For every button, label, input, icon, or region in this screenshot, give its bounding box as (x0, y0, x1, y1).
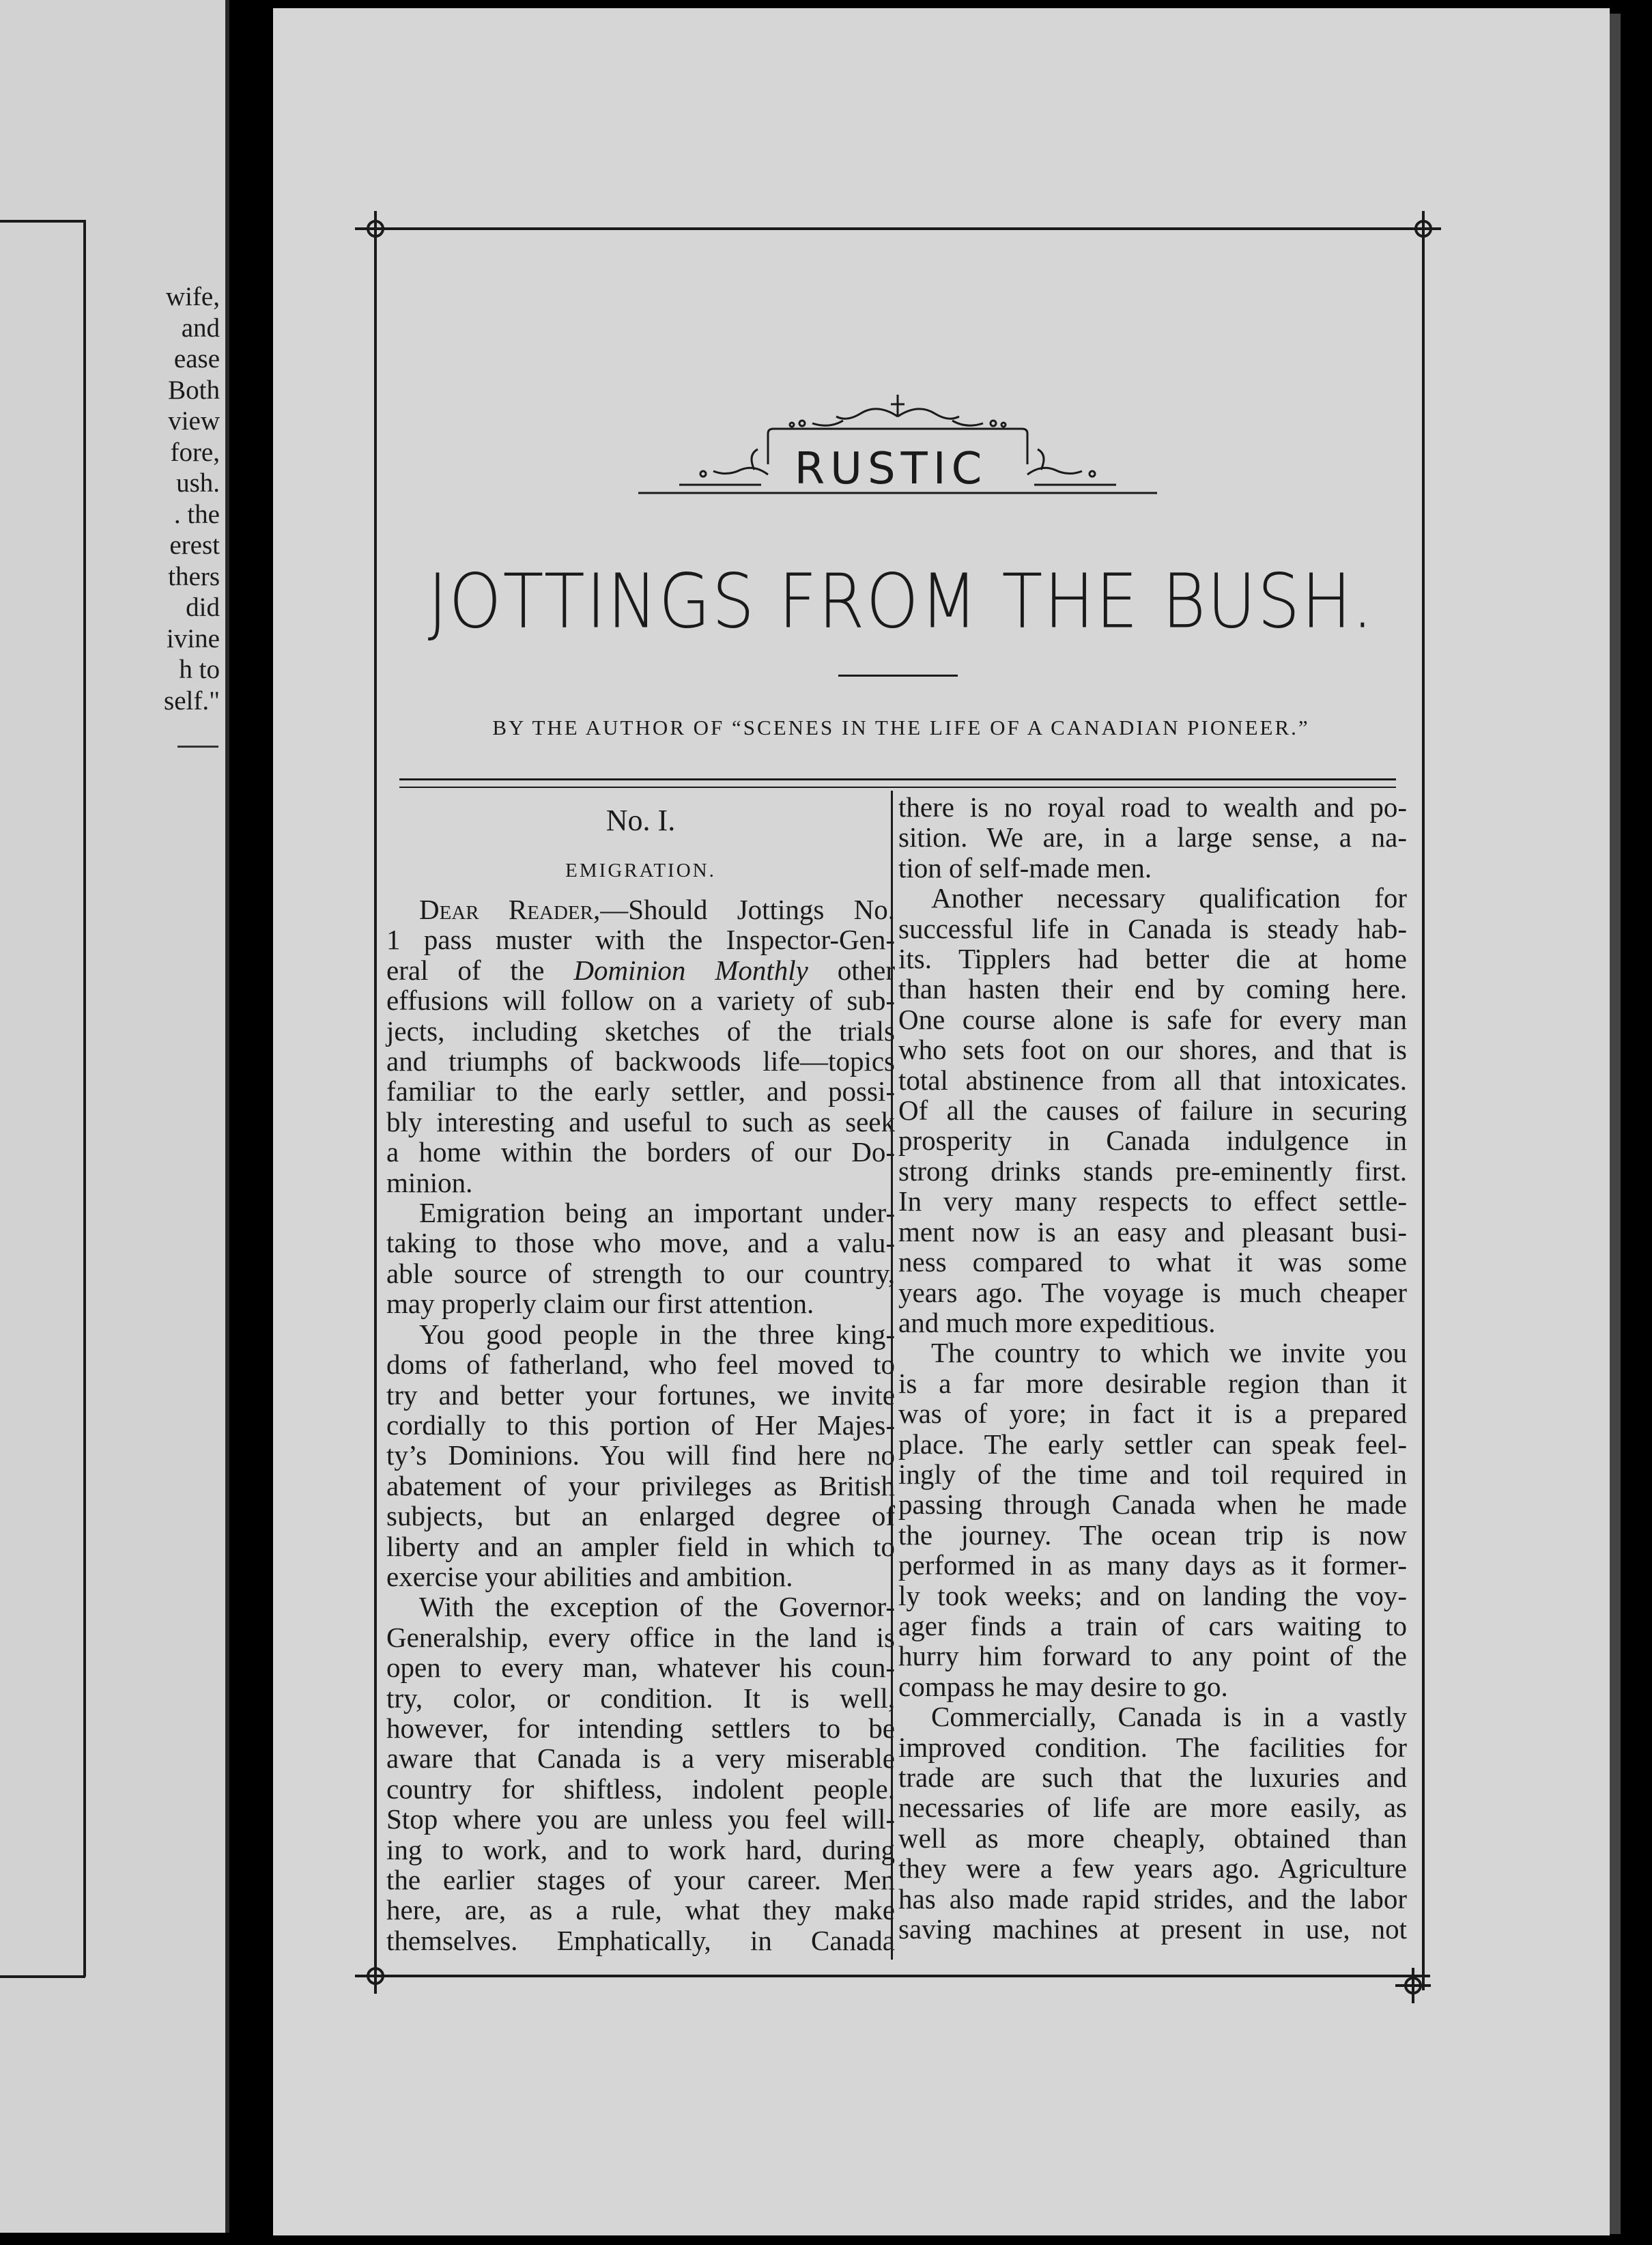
text-line: was of yore; in fact it is a prepared (898, 1398, 1407, 1430)
text-line: ing to work, and to work hard, during (386, 1833, 895, 1865)
byline: BY THE AUTHOR OF “SCENES IN THE LIFE OF A CANADIAN PIONEER.” (492, 716, 1310, 739)
text-line: ly took weeks; and on landing the voy- (898, 1579, 1407, 1611)
previous-page-line: wife, (165, 282, 220, 311)
text-line: performed in as many days as it former- (898, 1549, 1407, 1581)
text-line: however, for intending settlers to be (386, 1712, 895, 1744)
text-line: subjects, but an enlarged degree of (386, 1500, 895, 1532)
text-line: there is no royal road to wealth and po- (898, 791, 1407, 823)
previous-page-line: erest (169, 531, 220, 560)
text-line: ment now is an easy and pleasant busi- (898, 1215, 1407, 1247)
previous-page-line: ush. (176, 468, 220, 498)
text-line: place. The early settler can speak feel- (898, 1428, 1407, 1460)
text-line: Generalship, every office in the land is (386, 1621, 895, 1653)
section-heading: EMIGRATION. (565, 860, 716, 881)
text-line-run: eral of the (386, 954, 545, 986)
text-line: With the exception of the Governor- (419, 1591, 895, 1623)
text-line: abatement of your privileges as British (386, 1469, 895, 1501)
text-line: is a far more desirable region than it (898, 1367, 1407, 1399)
text-line: bly interesting and useful to such as seek (386, 1105, 895, 1138)
text-line: ty’s Dominions. You will find here no (386, 1439, 895, 1471)
rustic-label: RUSTIC (794, 444, 988, 494)
text-line: compass he may desire to go. (898, 1670, 1228, 1702)
previous-page-line: ease (173, 344, 220, 373)
previous-page-line: . the (173, 499, 220, 529)
previous-page-dash (177, 746, 218, 748)
text-line: than hasten their end by coming here. (898, 973, 1407, 1005)
text-line: here, are, as a rule, what they make (386, 1894, 895, 1926)
text-line: has also made rapid strides, and the labor (898, 1882, 1407, 1915)
text-line: a home within the borders of our Do- (386, 1136, 895, 1168)
text-line: country for shiftless, indolent people. (386, 1773, 895, 1805)
previous-page-line: fore, (170, 437, 220, 467)
text-line: themselves. Emphatically, in Canada (386, 1924, 895, 1956)
frame-bottom-rule (355, 1975, 1430, 1977)
previous-page-line: and (181, 313, 220, 343)
text-line: and triumphs of backwoods life—topics (386, 1045, 895, 1077)
text-line: cordially to this portion of Her Majes- (386, 1409, 895, 1441)
text-line: passing through Canada when he made (898, 1488, 1407, 1521)
text-line: In very many respects to effect settle- (898, 1185, 1407, 1217)
text-line: total abstinence from all that intoxicates. (898, 1064, 1407, 1096)
frame-left-rule (374, 227, 377, 1990)
text-line: strong drinks stands pre-eminently first. (898, 1155, 1407, 1187)
previous-page-top-rule (0, 220, 85, 223)
text-line: may properly claim our first attention. (386, 1288, 814, 1320)
text-line: Commercially, Canada is in a vastly (931, 1701, 1407, 1733)
text-line: aware that Canada is a very miserable (386, 1742, 895, 1775)
text-line: the earlier stages of your career. Men (386, 1864, 895, 1895)
previous-page-line: Both (168, 375, 220, 405)
frame-right-rule (1422, 227, 1425, 1990)
text-line: liberty and an ampler field in which to (386, 1530, 895, 1562)
text-line: jects, including sketches of the trials (386, 1015, 895, 1047)
text-line: trade are such that the luxuries and (898, 1762, 1407, 1793)
magazine-name: Dominion Monthly (573, 954, 808, 986)
text-line: successful life in Canada is steady hab- (898, 912, 1407, 944)
text-line: sition. We are, in a large sense, a na- (898, 821, 1407, 853)
text-line: hurry him forward to any point of the (898, 1640, 1407, 1672)
text-line: Stop where you are unless you feel will- (386, 1803, 895, 1835)
corner-ornament-icon (1394, 1966, 1432, 2005)
text-line: necessaries of life are more easily, as (898, 1792, 1407, 1824)
text-line: Of all the causes of failure in securing (898, 1095, 1407, 1127)
text-line: taking to those who move, and a valu- (386, 1227, 895, 1259)
header-double-rule-second (399, 787, 1396, 788)
previous-page-line: thers (168, 561, 220, 591)
previous-page-text (42, 281, 220, 716)
page-edge-shadow (1610, 14, 1621, 2234)
previous-page-line: h to (179, 655, 220, 684)
title-divider (838, 675, 958, 677)
text-line: One course alone is safe for every man (898, 1003, 1407, 1035)
header-double-rule (399, 778, 1396, 780)
text-line: try, color, or condition. It is well, (386, 1682, 895, 1714)
text-line: years ago. The voyage is much cheaper (898, 1276, 1407, 1308)
text-line: ager finds a train of cars waiting to (898, 1609, 1407, 1641)
text-line: ingly of the time and toil required in (898, 1458, 1407, 1490)
text-line: You good people in the three king- (419, 1318, 895, 1350)
corner-ornament-icon (356, 210, 395, 248)
text-line: well as more cheaply, obtained than (898, 1822, 1407, 1854)
text-line: the journey. The ocean trip is now (898, 1519, 1407, 1551)
text-line: and much more expeditious. (898, 1306, 1216, 1338)
text-line: improved condition. The facilities for (898, 1731, 1407, 1763)
previous-page-fragment (0, 0, 229, 2233)
text-line (386, 894, 895, 924)
left-column (386, 792, 895, 1955)
text-line: doms of fatherland, who feel moved to (386, 1349, 895, 1381)
text-line: they were a few years ago. Agriculture (898, 1852, 1407, 1884)
previous-page-line: did (186, 593, 220, 622)
text-line: tion of self-made men. (898, 851, 1152, 884)
text-line: ness compared to what it was some (898, 1246, 1407, 1278)
text-line: exercise your abilities and ambition. (386, 1560, 793, 1592)
text-line: who sets foot on our shores, and that is (898, 1034, 1407, 1066)
frame-top-rule (355, 227, 1430, 230)
right-column (898, 792, 1407, 1944)
text-line (386, 955, 895, 985)
text-line: its. Tipplers had better die at home (898, 943, 1407, 975)
text-line: minion. (386, 1166, 473, 1198)
corner-ornament-icon (1404, 210, 1442, 248)
text-line: able source of strength to our country, (386, 1257, 895, 1289)
text-line: familiar to the early settler, and possi- (386, 1075, 895, 1107)
text-line: effusions will follow on a variety of sub- (386, 985, 895, 1017)
previous-page-bottom-rule (0, 1975, 85, 1978)
text-line-run: —Should Jottings No. (600, 894, 895, 925)
previous-page-line: view (168, 406, 220, 436)
text-line: prosperity in Canada indulgence in (898, 1125, 1407, 1157)
text-line: Emigration being an important under- (419, 1197, 895, 1229)
previous-page-line: ivine (167, 623, 220, 653)
text-line: Another necessary qualification for (931, 882, 1407, 914)
text-line-run: other (837, 954, 896, 986)
text-line: 1 pass muster with the Inspector-Gen- (386, 924, 895, 956)
rustic-ornament (638, 389, 1157, 505)
text-line: The country to which we invite you (931, 1337, 1407, 1369)
text-line: open to every man, whatever his coun- (386, 1652, 895, 1684)
text-line: saving machines at present in use, not (898, 1913, 1407, 1945)
text-line: try and better your fortunes, we invite (386, 1379, 895, 1411)
article-title: JOTTINGS FROM THE BUSH. (427, 558, 1375, 646)
salutation: Dear Reader, (419, 894, 601, 925)
corner-ornament-icon (356, 1957, 395, 1995)
article-number: No. I. (606, 804, 676, 837)
previous-page-line: self." (164, 686, 220, 716)
